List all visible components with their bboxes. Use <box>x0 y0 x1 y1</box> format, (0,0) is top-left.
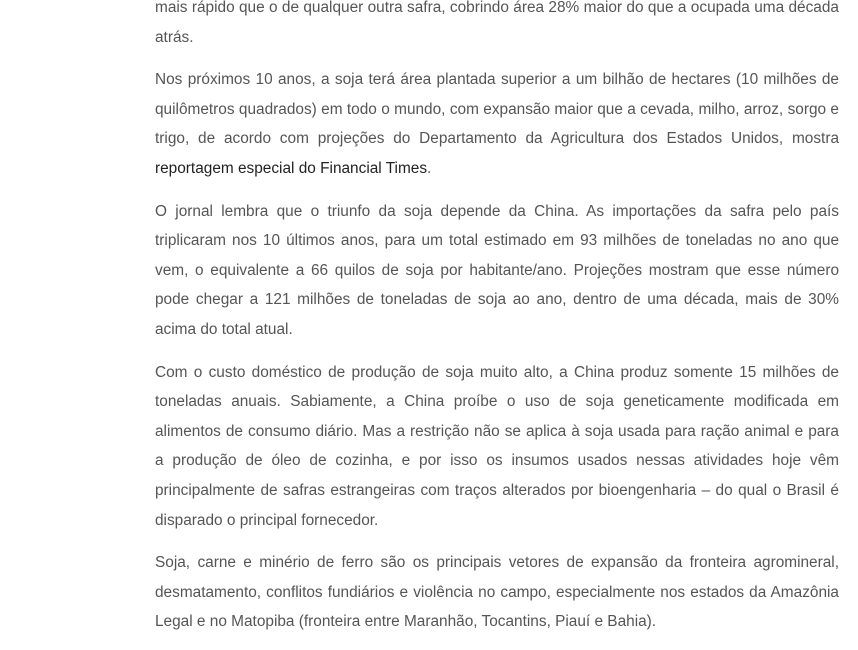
paragraph-2 <box>155 65 839 183</box>
paragraph-2-end: . <box>427 159 432 177</box>
paragraph-1: mais rápido que o de qualquer outra safra, cobrindo área 28% maior do que a ocupada uma década atrás. <box>155 0 839 46</box>
financial-times-link[interactable]: reportagem especial do Financial Times <box>155 159 428 177</box>
paragraph-2-text: Nos próximos 10 anos, a soja terá área plantada superior a um bilhão de hectares (10 milhões de quilômetros quadrados) em todo o mundo, com expansão maior que a cevada, milho, arroz, sorgo e trigo, de acordo com projeções do Departamento da Agricultura dos Estados Unidos, mostra <box>155 71 839 148</box>
paragraph-5: Soja, carne e minério de ferro são os principais vetores de expansão da fronteira agromineral, desmatamento, conflitos fundiários e violência no campo, especialmente nos estados da Amazônia Legal e no Matopiba (fronteira entre Maranhão, Tocantins, Piauí e Bahia). <box>155 554 839 631</box>
article-body <box>155 0 839 650</box>
paragraph-3: O jornal lembra que o triunfo da soja depende da China. As importações da safra pelo país triplicaram nos 10 últimos anos, para um total estimado em 93 milhões de toneladas no ano que vem, o equivalente a 66 quilos de soja por habitante/ano. Projeções mostram que esse número pode chegar a 121 milhões de toneladas de soja ao ano, dentro de uma década, mais de 30% acima do total atual. <box>155 202 839 338</box>
paragraph-4: Com o custo doméstico de produção de soja muito alto, a China produz somente 15 milhões de toneladas anuais. Sabiamente, a China proíbe o uso de soja geneticamente modificada em alimentos de consumo diário. Mas a restrição não se aplica à soja usada para ração animal e para a produção de óleo de cozinha, e por isso os insumos usados nessas atividades hoje vêm principalmente de safras estrangeiras com traços alterados por bioengenharia – do qual o Brasil é disparado o principal fornecedor. <box>155 363 839 529</box>
